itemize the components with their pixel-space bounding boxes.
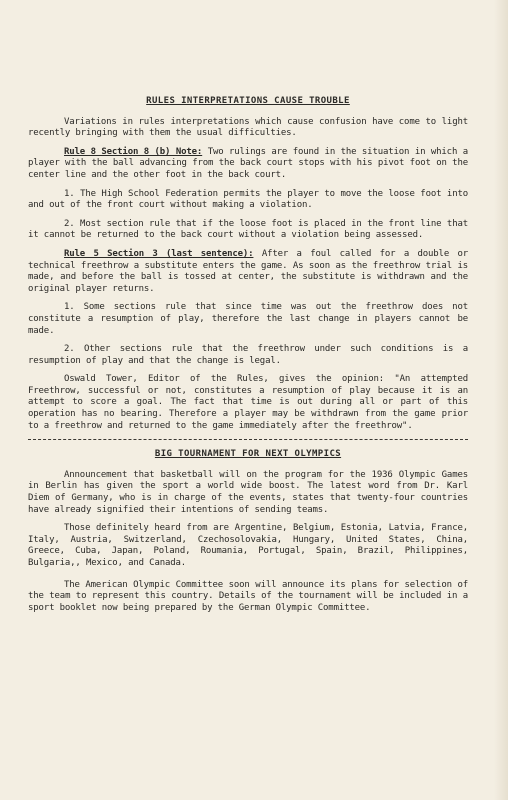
- rule-5-paragraph: [28, 249, 468, 295]
- rule-5-text: After a foul called for a double or technical freethrow a substitute enters the game. As soon as the freethrow trial is made, and before the ball is tossed at center, the substitute is withdrawn and the original player returns.: [28, 248, 469, 294]
- section-heading-olympics: BIG TOURNAMENT FOR NEXT OLYMPICS: [154, 449, 342, 460]
- rules-intro-paragraph: Variations in rules interpretations which cause confusion have come to light recently bringing with them the usual difficulties.: [28, 116, 468, 139]
- olympics-countries-paragraph: Those definitely heard from are Argentine, Belgium, Estonia, Latvia, France, Italy, Austria, Switzerland, Czechosolovakia, Hungary, United States, China, Greece, Cuba, Japan, Poland, Roumania, Portugal, Spain, Brazil, Philippines, Bulgaria,, Mexico, and Canada.: [28, 523, 468, 568]
- document-page: [28, 96, 468, 621]
- olympics-paragraph-1: Announcement that basketball will on the program for the 1936 Olympic Games in Berlin has given the sport a world wide boost. The latest word from Dr. Karl Diem of Germany, who is in charge of the events, states that twenty-four countries have already signified their intentions of sending teams.: [28, 469, 468, 515]
- section-divider: [28, 439, 468, 440]
- rule-5-label: Rule 5 Section 3 (last sentence):: [64, 248, 254, 259]
- rule-8-item-2: 2. Most section rule that if the loose foot is placed in the front line that it cannot be returned to the back court without a violation being assessed.: [28, 218, 468, 241]
- rule-8-text: Two rulings are found in the situation in which a player with the ball advancing from the back court stops with his pivot foot on the center line and the other foot in the back court.: [28, 146, 468, 180]
- rule-5-item-1: 1. Some sections rule that since time was out the freethrow does not constitute a resumption of play, therefore the last change in players cannot be made.: [28, 302, 468, 336]
- rule-5-item-2: 2. Other sections rule that the freethrow under such conditions is a resumption of play and that the change is legal.: [28, 344, 468, 366]
- rule-8-item-1: 1. The High School Federation permits the player to move the loose foot into and out of the front court without making a violation.: [28, 188, 468, 211]
- oswald-tower-opinion: Oswald Tower, Editor of the Rules, gives the opinion: "An attempted Freethrow, successful or not, constitutes a resumption of play because it is an attempt to score a goal. The fact that time is out during all or part of this operation has no bearing. Therefore a player may be withdrawn from the game prior to a freethrow and returned to the game immediately after the freethrow".: [28, 374, 468, 431]
- rule-8-label: Rule 8 Section 8 (b) Note:: [64, 146, 203, 157]
- olympics-paragraph-3: The American Olympic Committee soon will announce its plans for selection of the team to represent this country. Details of the tournament will be included in a sport booklet now being prepared by the German Olympic Committee.: [28, 579, 468, 613]
- section-heading-rules: RULES INTERPRETATIONS CAUSE TROUBLE: [146, 96, 350, 106]
- rule-8-paragraph: [28, 147, 468, 182]
